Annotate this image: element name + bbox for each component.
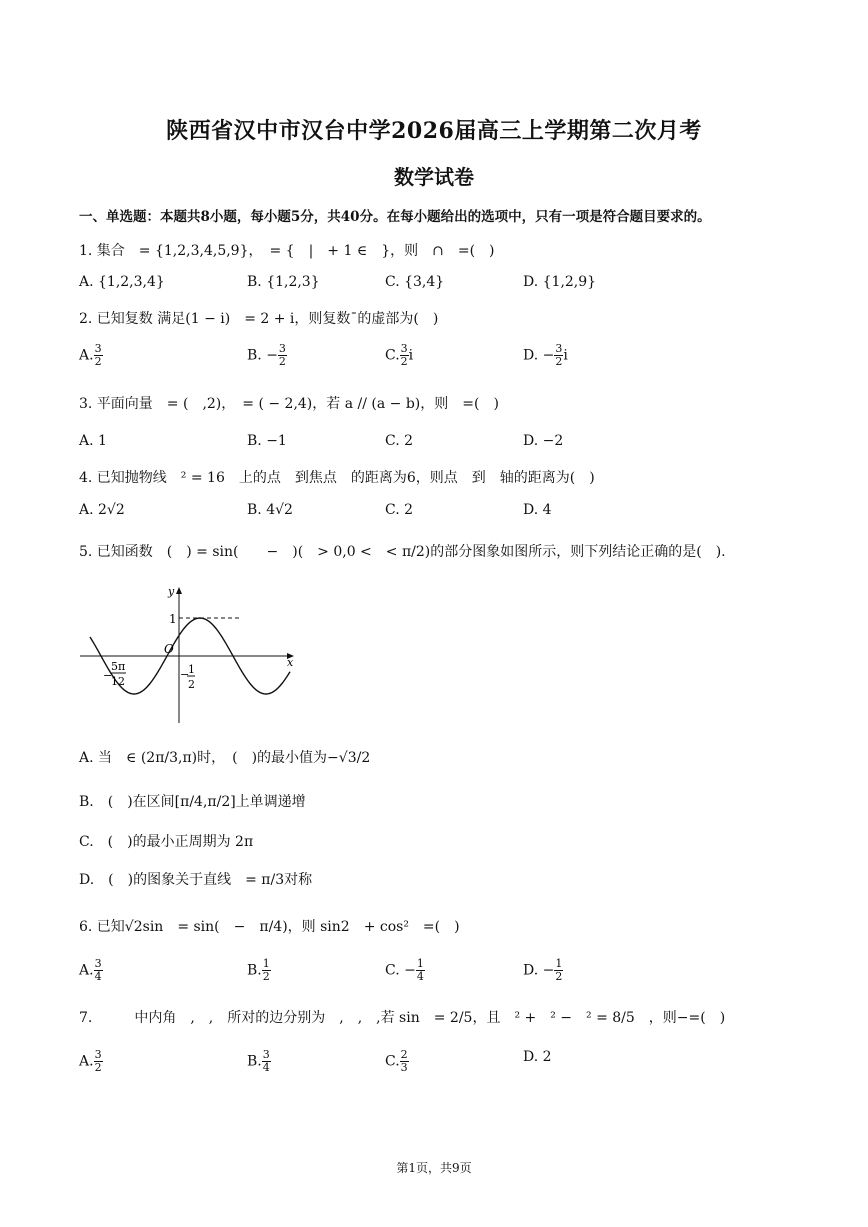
q5-option-a: A. 当 ∈ (2π/3,π)时， ( )的最小值为−√3/2	[79, 750, 371, 766]
q3-option-a: A. 1	[79, 433, 107, 449]
q3-option-b: B. −1	[247, 433, 287, 449]
question-5-stem: 5. 已知函数 ( ) = sin( − )( > 0,0 < < π/2)的部分图象如图所示，则下列结论正确的是( ).	[79, 544, 726, 560]
q1-option-d: D. {1,2,9}	[523, 274, 597, 290]
x-tick-label	[103, 660, 126, 688]
section-heading: 一、单选题：本题共8小题，每小题5分，共40分。在每小题给出的选项中，只有一项是符合题目要求的。	[79, 209, 711, 225]
svg-text:1: 1	[188, 663, 195, 676]
page-footer: 第1页，共9页	[396, 1161, 472, 1175]
question-6-stem: 6. 已知√2sin = sin( − π/4)，则 sin2 + cos² =( )	[79, 919, 460, 935]
question-1-stem: 1. 集合 = {1,2,3,4,5,9}， = { | + 1 ∈ }，则 ∩ =( )	[79, 243, 495, 259]
q2-option-b: B. − $\frac{3}{2}$	[247, 342, 286, 368]
svg-text:−: −	[103, 669, 113, 682]
question-7-stem: 7. 中内角 , , 所对的边分别为 , , ,若 sin = 2/5，且 ² + ² − ² = 8/5 ，则−=( )	[79, 1010, 726, 1026]
graph-axes	[80, 587, 294, 723]
q4-option-a: A. 2√2	[79, 502, 125, 518]
y-one-label: 1	[169, 612, 177, 626]
q5-option-c: C. ( )的最小正周期为 2π	[79, 834, 254, 850]
q7-option-c: C. $\frac{2}{3}$	[385, 1048, 408, 1074]
exam-subtitle: 数学试卷	[394, 165, 474, 189]
q2-option-c: C. $\frac{3}{2}$ i	[385, 342, 414, 368]
svg-text:−: −	[180, 668, 190, 681]
question-2-stem: 2. 已知复数 满足(1 − i) = 2 + i，则复数¯的虚部为( )	[79, 311, 439, 327]
q4-option-c: C. 2	[385, 502, 414, 518]
q3-option-c: C. 2	[385, 433, 414, 449]
origin-label: O	[164, 642, 174, 656]
svg-text:2: 2	[188, 678, 195, 691]
q6-option-a: A. $\frac{3}{4}$	[79, 957, 102, 983]
q5-option-d: D. ( )的图象关于直线 = π/3对称	[79, 872, 313, 888]
x-axis-label: x	[287, 656, 294, 669]
q7-option-d: D. 2	[523, 1049, 552, 1065]
q6-option-c: C. − $\frac{1}{4}$	[385, 957, 424, 983]
q4-option-b: B. 4√2	[247, 502, 293, 518]
y-axis-arrow	[176, 587, 182, 594]
question-3-stem: 3. 平面向量 = ( ,2)， = ( − 2,4)，若 a // (a − b)，则 =( )	[79, 396, 499, 412]
q1-option-b: B. {1,2,3}	[247, 274, 320, 290]
exam-title: 陕西省汉中市汉台中学2026届高三上学期第二次月考	[166, 118, 702, 144]
q7-option-a: A. $\frac{3}{2}$	[79, 1048, 102, 1074]
q6-option-d: D. − $\frac{1}{2}$	[523, 957, 563, 983]
q5-option-b: B. ( )在区间[π/4,π/2]上单调递增	[79, 794, 306, 810]
y-axis-label: y	[168, 585, 175, 598]
svg-text:5π: 5π	[111, 660, 126, 673]
q7-option-b: B. $\frac{3}{4}$	[247, 1048, 270, 1074]
q4-option-d: D. 4	[523, 502, 552, 518]
question-4-stem: 4. 已知抛物线 ² = 16 上的点 到焦点 的距离为6，则点 到 轴的距离为( )	[79, 470, 595, 486]
q3-option-d: D. −2	[523, 433, 564, 449]
y-tick-label	[180, 663, 195, 691]
q1-option-a: A. {1,2,3,4}	[79, 274, 165, 290]
q6-option-b: B. $\frac{1}{2}$	[247, 957, 270, 983]
sine-graph	[80, 583, 300, 728]
q2-option-d: D. − $\frac{3}{2}$ i	[523, 342, 568, 368]
q2-option-a: A. $\frac{3}{2}$	[79, 342, 102, 368]
svg-text:12: 12	[111, 675, 125, 688]
q1-option-c: C. {3,4}	[385, 274, 445, 290]
